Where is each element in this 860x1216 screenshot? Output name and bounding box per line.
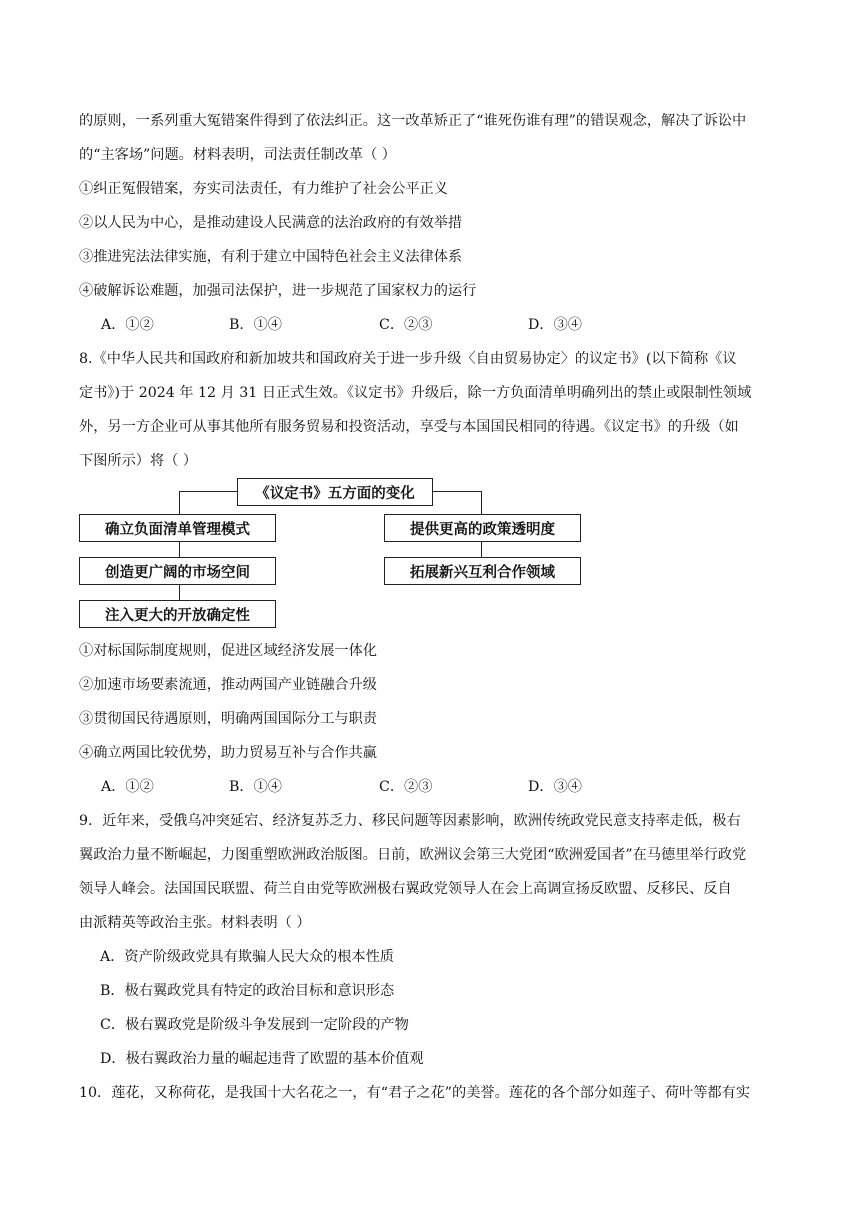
q8-option-c: C．②③ <box>379 779 433 795</box>
q8-statement-1: ①对标国际制度规则，促进区域经济发展一体化 <box>79 643 377 659</box>
diagram-left-2: 创造更广阔的市场空间 <box>79 557 276 585</box>
q7-statement-1: ①纠正冤假错案，夯实司法责任，有力维护了社会公平正义 <box>79 181 448 197</box>
q8-statement-2: ②加速市场要素流通，推动两国产业链融合升级 <box>79 677 377 693</box>
connector-right-h <box>432 491 482 492</box>
diagram-root: 《议定书》五方面的变化 <box>237 478 433 506</box>
q8-text-line-3: 外，另一方企业可从事其他所有服务贸易和投资活动，享受与本国国民相同的待遇。《议定书》的升级（如 <box>79 419 739 435</box>
q9-option-a: A．资产阶级政党具有欺骗人民大众的根本性质 <box>100 949 394 965</box>
q8-option-b: B．①④ <box>229 779 282 795</box>
q8-statement-3: ③贯彻国民待遇原则，明确两国国际分工与职责 <box>79 711 377 727</box>
q8-text-line-1: 8.《中华人民共和国政府和新加坡共和国政府关于进一步升级〈自由贸易协定〉的议定书》(以下简称《议 <box>79 351 737 367</box>
q9-option-c: C．极右翼政党是阶级斗争发展到一定阶段的产物 <box>100 1017 409 1033</box>
q7-text-line-2: 的“主客场”问题。材料表明，司法责任制改革（ ） <box>79 147 396 163</box>
q8-text-line-2: 定书》)于 2024 年 12 月 31 日正式生效。《议定书》升级后，除一方负面清单明确列出的禁止或限制性领域 <box>79 385 752 401</box>
q9-text-line-3: 领导人峰会。法国国民联盟、荷兰自由党等欧洲极右翼政党领导人在会上高调宣扬反欧盟、反移民、反自 <box>79 881 732 897</box>
q9-text-line-4: 由派精英等政治主张。材料表明（ ） <box>79 915 311 931</box>
q7-option-c: C．②③ <box>379 317 433 333</box>
q8-statement-4: ④确立两国比较优势，助力贸易互补与合作共赢 <box>79 745 377 761</box>
q7-option-b: B．①④ <box>229 317 282 333</box>
q8-option-d: D．③④ <box>528 779 582 795</box>
q7-option-d: D．③④ <box>528 317 582 333</box>
q8-text-line-4: 下图所示）将（ ） <box>79 453 198 469</box>
q7-statement-2: ②以人民为中心，是推动建设人民满意的法治政府的有效举措 <box>79 215 463 231</box>
q10-text-line-1: 10．莲花，又称荷花，是我国十大名花之一，有“君子之花”的美誉。莲花的各个部分如莲子、荷叶等都有实 <box>79 1085 751 1101</box>
q7-text-line-1: 的原则，一系列重大冤错案件得到了依法纠正。这一改革矫正了“谁死伤谁有理”的错误观念，解决了诉讼中 <box>79 113 747 129</box>
q7-option-a: A．①② <box>101 317 154 333</box>
q9-option-b: B．极右翼政党具有特定的政治目标和意识形态 <box>100 983 395 999</box>
diagram-right-2: 拓展新兴互利合作领域 <box>384 557 581 585</box>
q7-statement-3: ③推进宪法法律实施，有利于建立中国特色社会主义法律体系 <box>79 249 463 265</box>
connector-left-h <box>179 491 238 492</box>
q7-statement-4: ④破解诉讼难题，加强司法保护，进一步规范了国家权力的运行 <box>79 283 477 299</box>
q8-option-a: A．①② <box>101 779 154 795</box>
diagram-right-1: 提供更高的政策透明度 <box>384 514 581 542</box>
diagram-left-1: 确立负面清单管理模式 <box>79 514 276 542</box>
q9-option-d: D．极右翼政治力量的崛起违背了欧盟的基本价值观 <box>100 1051 424 1067</box>
diagram-left-3: 注入更大的开放确定性 <box>79 600 276 628</box>
q9-text-line-1: 9．近年来，受俄乌冲突延宕、经济复苏乏力、移民问题等因素影响，欧洲传统政党民意支持率走低，极右 <box>79 813 741 829</box>
q9-text-line-2: 翼政治力量不断崛起，力图重塑欧洲政治版图。日前，欧洲议会第三大党团“欧洲爱国者”在马德里举行政党 <box>79 847 747 863</box>
